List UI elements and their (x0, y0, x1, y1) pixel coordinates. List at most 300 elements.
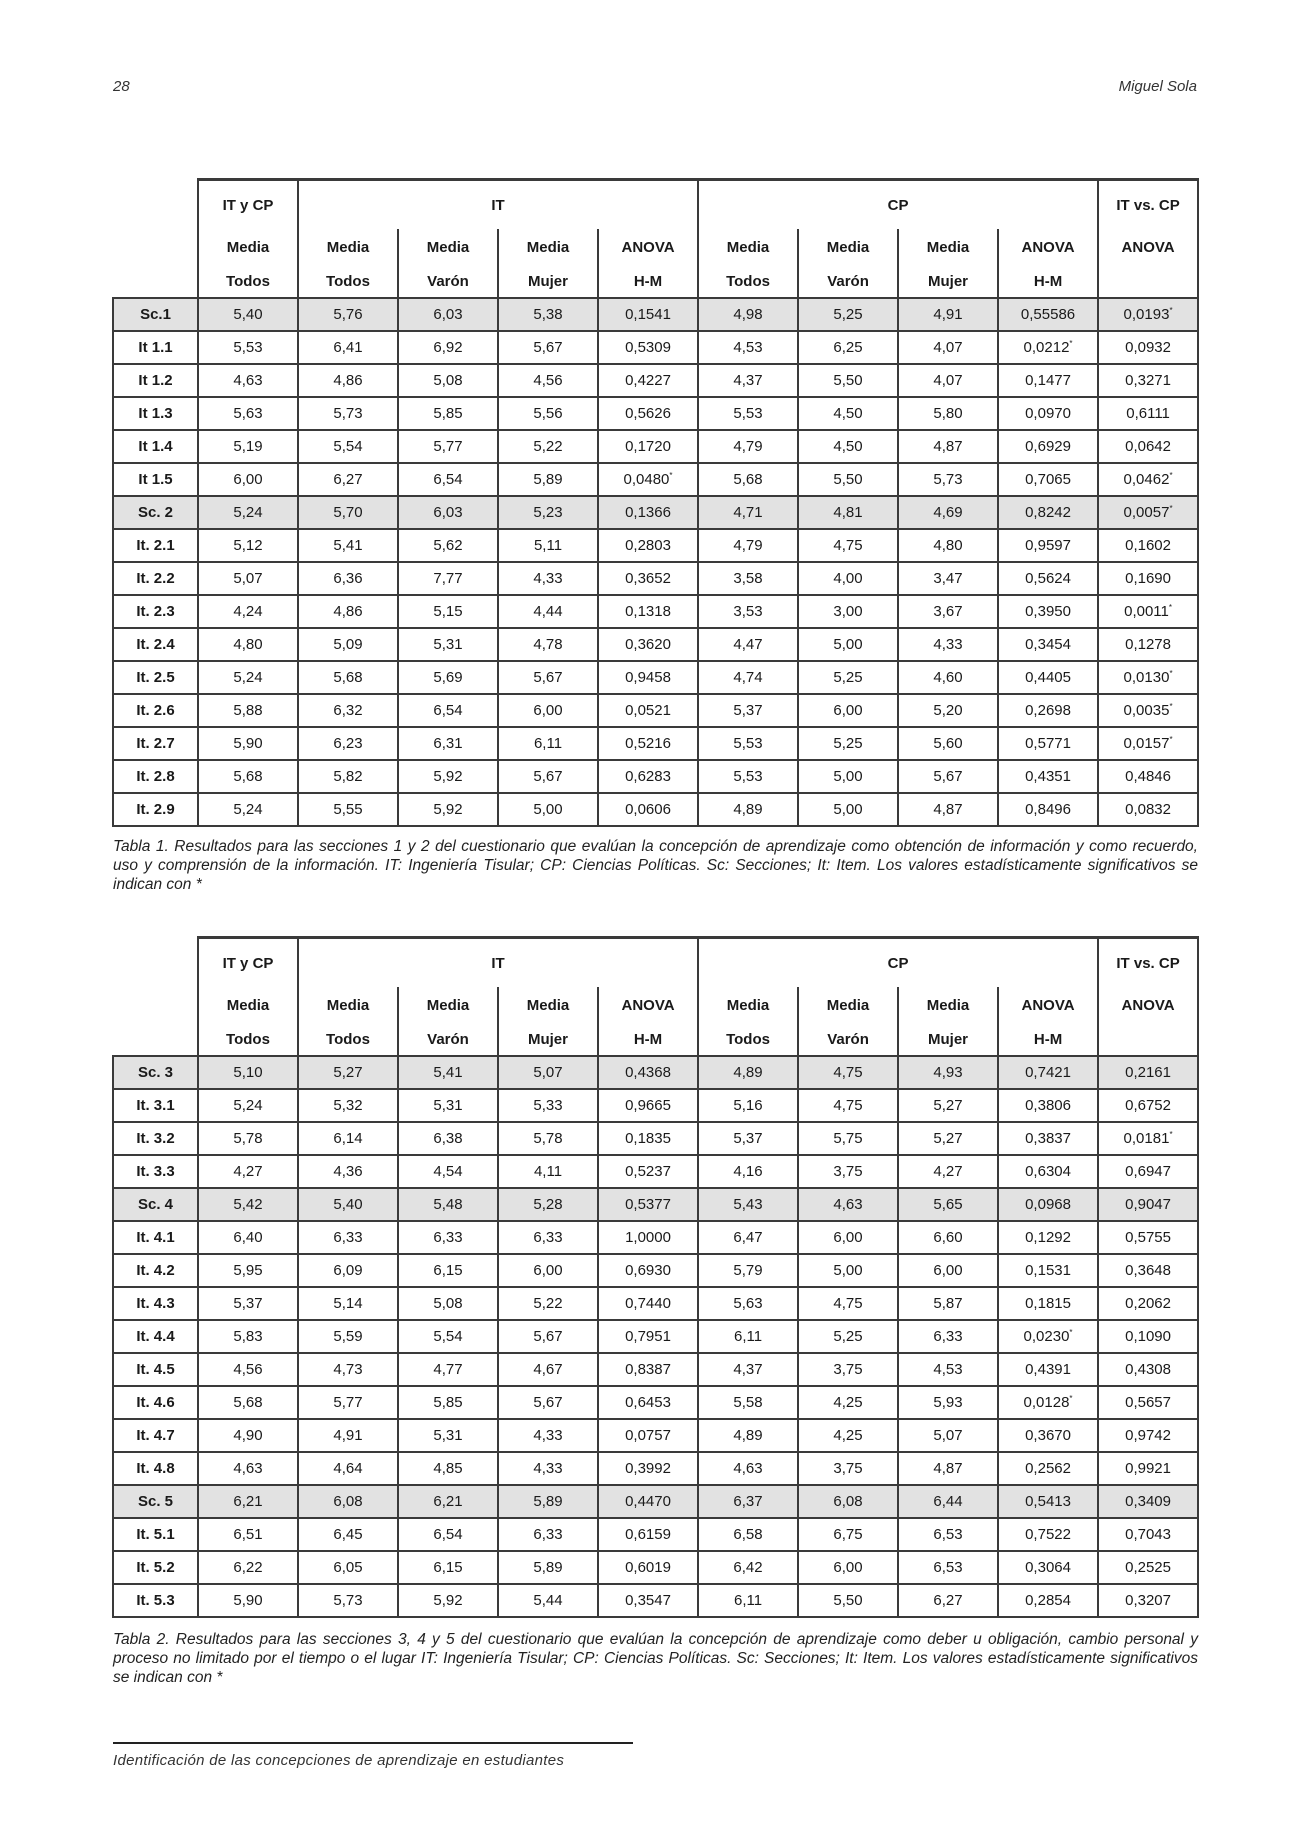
table-cell: 4,33 (498, 1419, 598, 1452)
table-cell: 0,1318 (598, 595, 698, 628)
table-cell: 5,56 (498, 397, 598, 430)
item-row (113, 1419, 1198, 1452)
table-cell: 4,53 (898, 1353, 998, 1386)
table-cell: 0,3950 (998, 595, 1098, 628)
table-cell: 5,25 (798, 1320, 898, 1353)
table-cell: 6,44 (898, 1485, 998, 1518)
row-label: Sc. 4 (113, 1188, 198, 1221)
table-cell: 0,0181* (1098, 1122, 1198, 1155)
table-cell: 6,03 (398, 298, 498, 331)
table-1-caption: Tabla 1. Resultados para las secciones 1 y 2 del cuestionario que evalúan la concepción de aprendizaje como obtención de información y como recuerdo, uso y comprensión de la información. IT: Ingeniería Tisular; CP: Ciencias Políticas. Sc: Secciones; It: Item. Los valores estadísticamente significativos se indican con * (113, 838, 1198, 893)
table-cell: 0,55586 (998, 298, 1098, 331)
table-cell: 6,53 (898, 1518, 998, 1551)
item-row (113, 331, 1198, 364)
table-cell: 5,63 (698, 1287, 798, 1320)
table-cell: 0,0212* (998, 331, 1098, 364)
table-cell: 0,1531 (998, 1254, 1098, 1287)
table-cell: 5,93 (898, 1386, 998, 1419)
table-cell: 6,21 (398, 1485, 498, 1518)
table-cell: 5,27 (898, 1122, 998, 1155)
header-cell: Media (298, 229, 398, 266)
table-cell: 3,75 (798, 1155, 898, 1188)
row-label: It. 2.4 (113, 628, 198, 661)
table-cell: 4,11 (498, 1155, 598, 1188)
table-cell: 0,3454 (998, 628, 1098, 661)
table-cell: 0,6947 (1098, 1155, 1198, 1188)
table-cell: 4,33 (498, 562, 598, 595)
table-cell: 0,0480* (598, 463, 698, 496)
table-cell: 0,4351 (998, 760, 1098, 793)
table-cell: 4,89 (698, 1419, 798, 1452)
table-cell: 5,28 (498, 1188, 598, 1221)
table-cell: 5,77 (298, 1386, 398, 1419)
table-cell: 5,85 (398, 397, 498, 430)
table-cell: 5,40 (298, 1188, 398, 1221)
table-cell: 0,3837 (998, 1122, 1098, 1155)
row-label: It. 2.7 (113, 727, 198, 760)
table-cell: 5,00 (798, 1254, 898, 1287)
table-cell: 0,2698 (998, 694, 1098, 727)
table-cell: 5,50 (798, 1584, 898, 1617)
table-cell: 0,4308 (1098, 1353, 1198, 1386)
table-cell: 4,86 (298, 364, 398, 397)
table-cell: 0,4846 (1098, 760, 1198, 793)
table-cell: 0,2562 (998, 1452, 1098, 1485)
table-cell: 4,86 (298, 595, 398, 628)
table-cell: 6,33 (398, 1221, 498, 1254)
table-cell: 6,03 (398, 496, 498, 529)
table-cell: 0,0642 (1098, 430, 1198, 463)
row-label: It. 2.3 (113, 595, 198, 628)
table-cell: 5,23 (498, 496, 598, 529)
table-cell: 5,50 (798, 463, 898, 496)
header-cell: Media (798, 987, 898, 1024)
item-row (113, 1254, 1198, 1287)
table-cell: 0,9597 (998, 529, 1098, 562)
footer-rule (113, 1742, 633, 1744)
item-row (113, 430, 1198, 463)
header-cell: H-M (998, 1024, 1098, 1056)
table-cell: 5,54 (298, 430, 398, 463)
table-cell: 0,0970 (998, 397, 1098, 430)
table-cell: 0,5624 (998, 562, 1098, 595)
table-cell: 0,0057* (1098, 496, 1198, 529)
table-cell: 5,38 (498, 298, 598, 331)
table-cell: 0,6283 (598, 760, 698, 793)
results-table-1 (112, 178, 1199, 827)
table-cell: 0,4227 (598, 364, 698, 397)
table-cell: 5,14 (298, 1287, 398, 1320)
row-label: It. 2.6 (113, 694, 198, 727)
row-label: It 1.4 (113, 430, 198, 463)
table-cell: 5,69 (398, 661, 498, 694)
table-cell: 5,32 (298, 1089, 398, 1122)
header-blank-cell (113, 229, 198, 266)
table-cell: 5,33 (498, 1089, 598, 1122)
table-cell: 4,80 (198, 628, 298, 661)
table-cell: 6,58 (698, 1518, 798, 1551)
table-cell: 5,58 (698, 1386, 798, 1419)
table-cell: 0,3806 (998, 1089, 1098, 1122)
page-number: 28 (113, 78, 130, 95)
table-cell: 5,73 (898, 463, 998, 496)
header-cell (1098, 1024, 1198, 1056)
table-cell: 6,00 (498, 694, 598, 727)
header-row-subgroup (113, 1024, 1198, 1056)
table-cell: 6,15 (398, 1254, 498, 1287)
table-cell: 5,90 (198, 1584, 298, 1617)
table-cell: 5,95 (198, 1254, 298, 1287)
table-cell: 0,1835 (598, 1122, 698, 1155)
table-cell: 5,90 (198, 727, 298, 760)
table-cell: 0,7440 (598, 1287, 698, 1320)
table-cell: 5,08 (398, 1287, 498, 1320)
table-cell: 0,9047 (1098, 1188, 1198, 1221)
table-cell: 0,3620 (598, 628, 698, 661)
table-cell: 4,93 (898, 1056, 998, 1089)
table-cell: 6,38 (398, 1122, 498, 1155)
table-cell: 4,78 (498, 628, 598, 661)
table-cell: 5,24 (198, 1089, 298, 1122)
table-cell: 0,3207 (1098, 1584, 1198, 1617)
table-cell: 0,5755 (1098, 1221, 1198, 1254)
table-cell: 4,50 (798, 430, 898, 463)
header-cell: H-M (598, 1024, 698, 1056)
table-cell: 6,27 (298, 463, 398, 496)
table-cell: 5,80 (898, 397, 998, 430)
row-label: Sc. 3 (113, 1056, 198, 1089)
row-label: Sc. 2 (113, 496, 198, 529)
table-cell: 0,4470 (598, 1485, 698, 1518)
table-cell: 0,7043 (1098, 1518, 1198, 1551)
row-label: It 1.3 (113, 397, 198, 430)
table-cell: 4,98 (698, 298, 798, 331)
table-cell: 3,67 (898, 595, 998, 628)
table-cell: 6,23 (298, 727, 398, 760)
table-cell: 0,5771 (998, 727, 1098, 760)
table-cell: 0,1477 (998, 364, 1098, 397)
table-cell: 4,56 (498, 364, 598, 397)
table-cell: 4,73 (298, 1353, 398, 1386)
table-cell: 4,25 (798, 1386, 898, 1419)
table-cell: 0,2161 (1098, 1056, 1198, 1089)
table-cell: 6,53 (898, 1551, 998, 1584)
table-cell: 5,67 (498, 760, 598, 793)
table-cell: 5,89 (498, 1551, 598, 1584)
table-cell: 0,2803 (598, 529, 698, 562)
table-cell: 5,24 (198, 496, 298, 529)
running-author: Miguel Sola (1118, 78, 1197, 95)
item-row (113, 760, 1198, 793)
table-cell: 0,9742 (1098, 1419, 1198, 1452)
table-cell: 3,75 (798, 1353, 898, 1386)
table-cell: 0,1602 (1098, 529, 1198, 562)
header-cell: Varón (398, 1024, 498, 1056)
header-cell: Media (898, 987, 998, 1024)
header-blank-cell (113, 1024, 198, 1056)
table-cell: 4,07 (898, 364, 998, 397)
table-cell: 4,36 (298, 1155, 398, 1188)
table-cell: 5,63 (198, 397, 298, 430)
table-cell: 0,8496 (998, 793, 1098, 826)
table-cell: 5,82 (298, 760, 398, 793)
table-cell: 5,00 (798, 760, 898, 793)
table-cell: 0,5377 (598, 1188, 698, 1221)
item-row (113, 1221, 1198, 1254)
table-cell: 5,76 (298, 298, 398, 331)
table-cell: 5,79 (698, 1254, 798, 1287)
table-cell: 5,16 (698, 1089, 798, 1122)
table-cell: 6,41 (298, 331, 398, 364)
table-cell: 6,75 (798, 1518, 898, 1551)
table-cell: 6,47 (698, 1221, 798, 1254)
header-cell: Mujer (898, 266, 998, 298)
header-group-it-vs-cp: IT vs. CP (1098, 180, 1198, 230)
header-cell: Todos (698, 266, 798, 298)
item-row (113, 595, 1198, 628)
table-cell: 3,58 (698, 562, 798, 595)
table-cell: 4,47 (698, 628, 798, 661)
header-row-subgroup (113, 266, 1198, 298)
header-group-it-vs-cp: IT vs. CP (1098, 938, 1198, 988)
table-cell: 3,47 (898, 562, 998, 595)
header-cell: Media (698, 229, 798, 266)
table-cell: 7,77 (398, 562, 498, 595)
table-cell: 6,00 (798, 1551, 898, 1584)
section-row (113, 1056, 1198, 1089)
row-label: It. 5.1 (113, 1518, 198, 1551)
table-cell: 0,0130* (1098, 661, 1198, 694)
table-cell: 5,68 (198, 760, 298, 793)
header-group-it: IT (298, 180, 698, 230)
table-cell: 5,44 (498, 1584, 598, 1617)
header-row-groups (113, 180, 1198, 230)
table-cell: 4,77 (398, 1353, 498, 1386)
item-row (113, 628, 1198, 661)
table-cell: 5,75 (798, 1122, 898, 1155)
table-cell: 0,3670 (998, 1419, 1098, 1452)
table-cell: 4,85 (398, 1452, 498, 1485)
section-row (113, 496, 1198, 529)
table-cell: 4,74 (698, 661, 798, 694)
table-cell: 0,6752 (1098, 1089, 1198, 1122)
table-cell: 0,0011* (1098, 595, 1198, 628)
table-cell: 6,33 (898, 1320, 998, 1353)
table-cell: 5,10 (198, 1056, 298, 1089)
header-row-measure (113, 987, 1198, 1024)
table-cell: 0,1090 (1098, 1320, 1198, 1353)
item-row (113, 463, 1198, 496)
table-cell: 3,75 (798, 1452, 898, 1485)
header-cell: Mujer (498, 266, 598, 298)
table-cell: 4,71 (698, 496, 798, 529)
table-cell: 5,40 (198, 298, 298, 331)
header-group-cp: CP (698, 180, 1098, 230)
table-cell: 5,73 (298, 397, 398, 430)
table-cell: 6,08 (798, 1485, 898, 1518)
table-cell: 6,92 (398, 331, 498, 364)
header-cell: ANOVA (1098, 229, 1198, 266)
item-row (113, 1584, 1198, 1617)
table-cell: 0,4405 (998, 661, 1098, 694)
table-cell: 4,27 (898, 1155, 998, 1188)
table-cell: 5,54 (398, 1320, 498, 1353)
table-cell: 0,0932 (1098, 331, 1198, 364)
item-row (113, 1122, 1198, 1155)
table-cell: 4,56 (198, 1353, 298, 1386)
table-cell: 4,75 (798, 1089, 898, 1122)
table-cell: 4,79 (698, 430, 798, 463)
table-cell: 5,24 (198, 793, 298, 826)
table-cell: 5,92 (398, 1584, 498, 1617)
table-cell: 6,15 (398, 1551, 498, 1584)
header-row-measure (113, 229, 1198, 266)
table-cell: 5,37 (698, 694, 798, 727)
header-cell: Varón (798, 1024, 898, 1056)
table-cell: 0,2525 (1098, 1551, 1198, 1584)
table-cell: 5,41 (398, 1056, 498, 1089)
table-cell: 5,92 (398, 793, 498, 826)
item-row (113, 694, 1198, 727)
table-cell: 5,07 (898, 1419, 998, 1452)
table-cell: 4,00 (798, 562, 898, 595)
table-cell: 5,60 (898, 727, 998, 760)
table-cell: 0,8242 (998, 496, 1098, 529)
row-label: Sc. 5 (113, 1485, 198, 1518)
table-cell: 0,9921 (1098, 1452, 1198, 1485)
item-row (113, 529, 1198, 562)
table-cell: 5,59 (298, 1320, 398, 1353)
section-row (113, 1188, 1198, 1221)
table-cell: 6,37 (698, 1485, 798, 1518)
table-cell: 4,33 (498, 1452, 598, 1485)
table-cell: 4,90 (198, 1419, 298, 1452)
table-cell: 5,37 (698, 1122, 798, 1155)
table-cell: 5,83 (198, 1320, 298, 1353)
table-cell: 5,65 (898, 1188, 998, 1221)
header-blank-cell (113, 180, 198, 230)
table-cell: 6,27 (898, 1584, 998, 1617)
row-label: It 1.1 (113, 331, 198, 364)
table-cell: 0,0128* (998, 1386, 1098, 1419)
table-cell: 0,1278 (1098, 628, 1198, 661)
table-cell: 5,07 (198, 562, 298, 595)
table-cell: 6,05 (298, 1551, 398, 1584)
table-cell: 4,07 (898, 331, 998, 364)
table-cell: 5,67 (498, 1386, 598, 1419)
row-label: Sc.1 (113, 298, 198, 331)
table-cell: 5,55 (298, 793, 398, 826)
table-cell: 5,67 (498, 661, 598, 694)
table-cell: 0,3547 (598, 1584, 698, 1617)
table-cell: 5,92 (398, 760, 498, 793)
table-cell: 0,1720 (598, 430, 698, 463)
table-cell: 0,1541 (598, 298, 698, 331)
table-cell: 5,09 (298, 628, 398, 661)
table-cell: 5,48 (398, 1188, 498, 1221)
header-row-groups (113, 938, 1198, 988)
header-cell: Media (198, 987, 298, 1024)
table-cell: 5,00 (798, 793, 898, 826)
header-blank-cell (113, 938, 198, 988)
table-cell: 5,78 (198, 1122, 298, 1155)
row-label: It. 2.9 (113, 793, 198, 826)
table-cell: 0,0606 (598, 793, 698, 826)
row-label: It. 4.1 (113, 1221, 198, 1254)
table-cell: 5,41 (298, 529, 398, 562)
table-2-caption: Tabla 2. Resultados para las secciones 3, 4 y 5 del cuestionario que evalúan la concepción de aprendizaje como deber u obligación, cambio personal y proceso no limitado por el tiempo o el lugar IT: Ingeniería Tisular; CP: Ciencias Políticas. Sc: Secciones; It: Item. Los valores estadísticamente significativos se indican con * (113, 1631, 1198, 1686)
table-cell: 4,16 (698, 1155, 798, 1188)
row-label: It 1.5 (113, 463, 198, 496)
table-cell: 0,6929 (998, 430, 1098, 463)
item-row (113, 1353, 1198, 1386)
table-cell: 5,62 (398, 529, 498, 562)
table-cell: 0,0230* (998, 1320, 1098, 1353)
row-label: It. 4.2 (113, 1254, 198, 1287)
table-cell: 4,87 (898, 430, 998, 463)
table-cell: 6,09 (298, 1254, 398, 1287)
header-cell: Media (398, 987, 498, 1024)
table-cell: 0,6111 (1098, 397, 1198, 430)
table-cell: 5,50 (798, 364, 898, 397)
table-cell: 0,5237 (598, 1155, 698, 1188)
table-cell: 6,33 (498, 1518, 598, 1551)
table-cell: 4,69 (898, 496, 998, 529)
table-cell: 6,33 (298, 1221, 398, 1254)
table-cell: 0,5413 (998, 1485, 1098, 1518)
header-cell: Varón (398, 266, 498, 298)
table-cell: 4,67 (498, 1353, 598, 1386)
row-label: It. 4.7 (113, 1419, 198, 1452)
table-cell: 4,25 (798, 1419, 898, 1452)
table-cell: 0,1292 (998, 1221, 1098, 1254)
table-cell: 5,53 (698, 727, 798, 760)
table-cell: 5,70 (298, 496, 398, 529)
table-cell: 4,89 (698, 793, 798, 826)
table-cell: 6,54 (398, 694, 498, 727)
header-cell: Media (498, 229, 598, 266)
table-cell: 4,44 (498, 595, 598, 628)
table-cell: 5,78 (498, 1122, 598, 1155)
table-cell: 4,80 (898, 529, 998, 562)
table-cell: 0,4391 (998, 1353, 1098, 1386)
table-cell: 0,6304 (998, 1155, 1098, 1188)
table-cell: 6,00 (198, 463, 298, 496)
table-cell: 0,8387 (598, 1353, 698, 1386)
table-cell: 4,75 (798, 1287, 898, 1320)
table-cell: 0,0157* (1098, 727, 1198, 760)
header-cell: Media (898, 229, 998, 266)
footer-running-title: Identificación de las concepciones de aprendizaje en estudiantes (113, 1752, 565, 1769)
table-cell: 0,3992 (598, 1452, 698, 1485)
table-cell: 0,7951 (598, 1320, 698, 1353)
header-cell: ANOVA (1098, 987, 1198, 1024)
table-cell: 5,27 (898, 1089, 998, 1122)
item-row (113, 1155, 1198, 1188)
table-cell: 0,5626 (598, 397, 698, 430)
table-cell: 0,3064 (998, 1551, 1098, 1584)
table-cell: 0,5657 (1098, 1386, 1198, 1419)
table-cell: 4,89 (698, 1056, 798, 1089)
table-cell: 0,0521 (598, 694, 698, 727)
item-row (113, 727, 1198, 760)
table-cell: 5,42 (198, 1188, 298, 1221)
table-cell: 0,3648 (1098, 1254, 1198, 1287)
table-cell: 0,6159 (598, 1518, 698, 1551)
table-cell: 0,1690 (1098, 562, 1198, 595)
header-cell (1098, 266, 1198, 298)
header-cell: ANOVA (598, 987, 698, 1024)
